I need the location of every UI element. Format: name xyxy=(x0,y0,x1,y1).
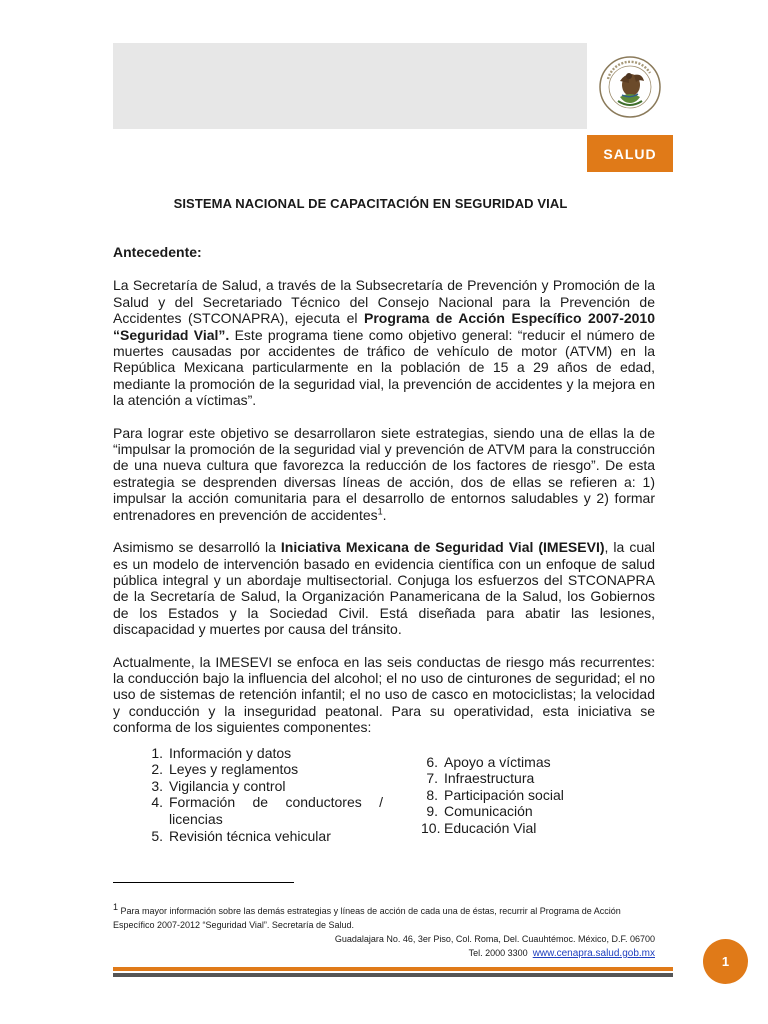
footer-address xyxy=(335,933,655,961)
phone-number: Tel. 2000 3300 xyxy=(468,947,528,958)
paragraph-4: Actualmente, la IMESEVI se enfoca en las seis conductas de riesgo más recurrentes: la conducción bajo la influencia del alcohol; el no uso de cinturones de seguridad; el no uso de sistemas de retención infantil; el no uso de casco en motociclistas; la velocidad y conducción y la inseguridad peatonal. Para su operatividad, esta iniciativa se conforma de los siguientes componentes: xyxy=(113,653,655,736)
website-link[interactable]: www.cenapra.salud.gob.mx xyxy=(532,947,655,959)
salud-logo: SALUD xyxy=(587,135,673,172)
document-title: SISTEMA NACIONAL DE CAPACITACIÓN EN SEGURIDAD VIAL xyxy=(173,196,568,211)
footnote-ref: 1 xyxy=(377,506,383,517)
list-item: 6. Apoyo a víctimas xyxy=(426,753,551,770)
components-lists xyxy=(113,745,655,845)
list-item: 5. Revisión técnica vehicular xyxy=(151,827,331,844)
paragraph-3: Asimismo se desarrolló la Iniciativa Mexicana de Seguridad Vial (IMESEVI), la cual es un modelo de intervención basado en evidencia científica con un enfoque de salud pública integral y un abordaje multisectorial. Conjuga los esfuerzos del STCONAPRA de la Secretaría de Salud, la Organización Panamericana de la Salud, los Gobiernos de los Estados y la Sociedad Civil. Está diseñada para abatir las lesiones, discapacidad y muertes por causa del tránsito. xyxy=(113,539,656,638)
footer-bar-orange xyxy=(113,967,673,971)
header-band xyxy=(113,43,587,129)
list-item-continuation: licencias xyxy=(169,810,223,827)
seal-box xyxy=(587,43,673,129)
address-line: Guadalajara No. 46, 3er Piso, Col. Roma, Del. Cuauhtémoc. México, D.F. 06700 xyxy=(334,934,655,944)
list-item: 1. Información y datos xyxy=(151,744,292,761)
list-item: 9. Comunicación xyxy=(426,803,533,820)
section-heading: Antecedente: xyxy=(113,244,202,260)
footnote-divider xyxy=(113,882,294,883)
footnote: $^1$ Para mayor información sobre las demás estrategias y líneas de acción de cada una de éstas, recurrir al Programa de Acción Específico 2007-2012 “Seguridad Vial”. Secretaría de Salud. xyxy=(113,902,621,930)
paragraph-1: La Secretaría de Salud, a través de la Subsecretaría de Prevención y Promoción de la Salud y del Secretariado Técnico del Consejo Nacional para la Prevención de Accidentes (STCONAPRA), ejecuta el Programa de Acción Específico 2007-2010 “Seguridad Vial”. Este programa tiene como objetivo general: “reducir el número de muertes causadas por accidentes de tráfico de vehículo de motor (ATVM) en la República Mexicana particularmente en la población de 15 a 29 años de edad, mediante la promoción de la seguridad vial, la prevención de accidentes y la mejora en la atención a víctimas”. xyxy=(113,277,655,409)
list-item: 10. Educación Vial xyxy=(421,819,537,836)
contact-line xyxy=(335,947,655,961)
components-list-left xyxy=(113,745,383,845)
coat-of-arms-icon xyxy=(598,55,662,119)
list-item: 7. Infraestructura xyxy=(426,770,535,787)
list-item: 2. Leyes y reglamentos xyxy=(151,761,299,778)
page-number-badge: 1 xyxy=(703,939,748,984)
paragraph-2: Para lograr este objetivo se desarrollaron siete estrategias, siendo una de ellas la de “impulsar la promoción de la seguridad vial y prevención de ATVM para la construcción de una nueva cultura que favorezca la reducción de los factores de riesgo”. De esta estrategia se desprenden diversas líneas de acción, dos de ellas se refieren a: 1) impulsar la acción comunitaria para el desarrollo de entornos saludables y 2) formar entrenadores en prevención de accidentes$^1$. xyxy=(113,424,655,523)
components-list-right xyxy=(383,754,564,845)
footer-bar-grey xyxy=(113,973,673,977)
list-item: 3. Vigilancia y control xyxy=(151,777,286,794)
list-item: 8. Participación social xyxy=(426,786,564,803)
list-item: 4. Formación de conductores / xyxy=(151,794,383,811)
document-body xyxy=(113,244,655,844)
